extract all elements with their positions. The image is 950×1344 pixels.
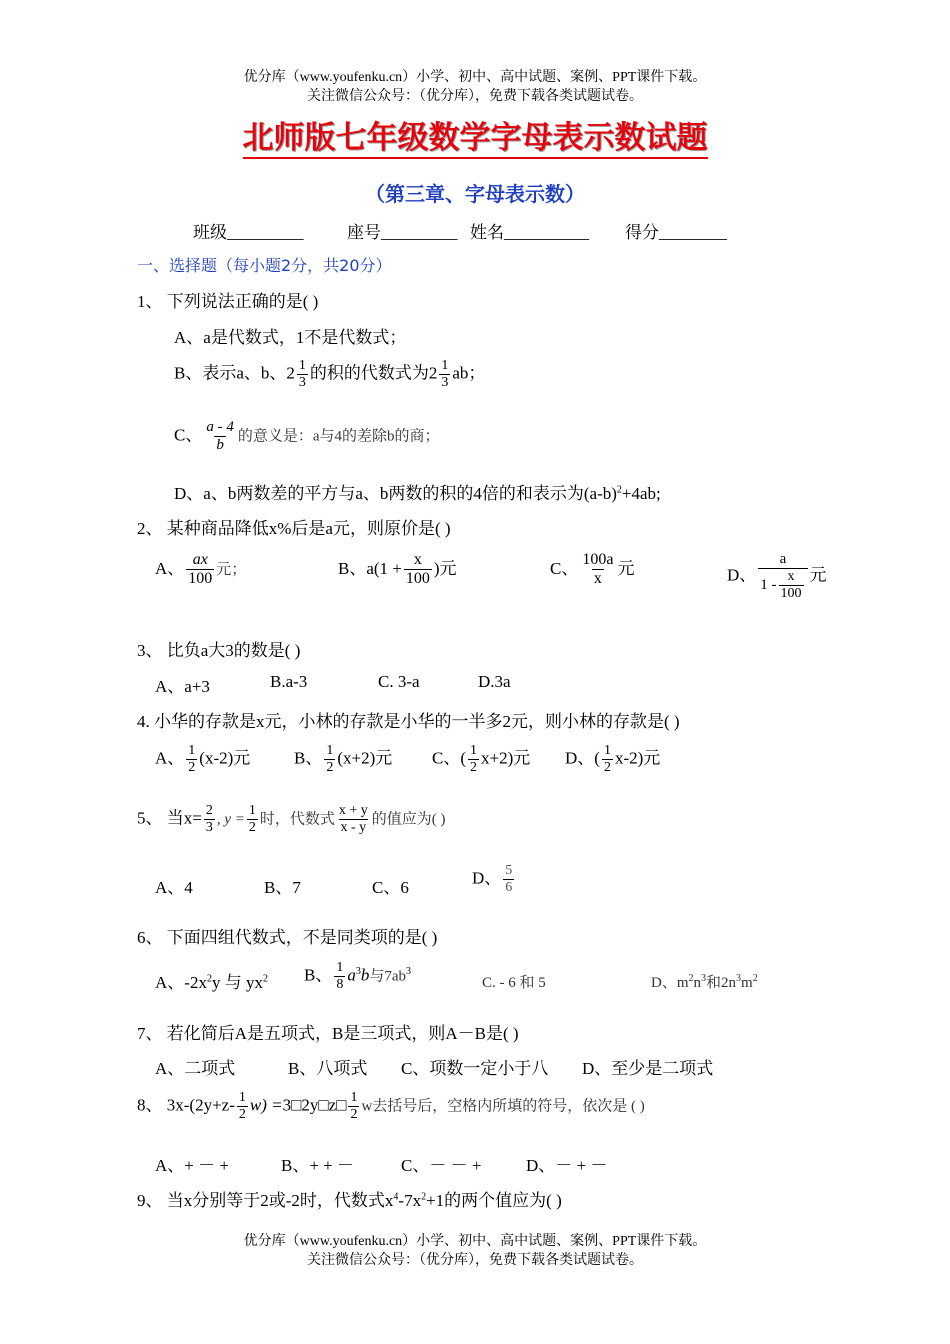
q2-a-frac [186, 551, 214, 589]
q5-expr-num: x + y [338, 803, 368, 818]
q4-option-c [432, 743, 530, 776]
q5-y-num: 1 [248, 803, 256, 818]
q1-b-frac1-num: 1 [298, 358, 306, 373]
q7-option-d: D、至少是二项式 [582, 1059, 714, 1078]
info-seat: 座号_________ [347, 223, 458, 242]
q3-stem: 3、 比负a大3的数是( ) [137, 641, 301, 660]
q2-c-pre: C、 [550, 558, 579, 578]
q4-a-pre: A、 [155, 748, 185, 768]
q6-d-m: m [741, 975, 753, 991]
q5-option-a: A、4 [155, 878, 193, 897]
q5-x-den: 3 [205, 820, 213, 836]
q1-b-pre: B、表示a、b、2 [174, 363, 295, 383]
q5-stem [137, 803, 446, 836]
q8-option-d: D、－ + － [526, 1156, 608, 1175]
q1-c-pre: C、 [174, 425, 203, 445]
q4-option-b [294, 743, 392, 776]
q3-option-d: D.3a [478, 672, 511, 691]
q2-stem: 2、 某种商品降低x%后是a元，则原价是( ) [137, 519, 451, 538]
footer-line-1: 优分库（www.youfenku.cn）小学、初中、高中试题、案例、PPT课件下载。 [243, 1234, 707, 1249]
q2-b-post: )元 [433, 558, 457, 578]
q3-option-b: B.a-3 [270, 672, 308, 691]
q9-stem [137, 1186, 562, 1211]
page-subtitle: （第三章、字母表示数） [365, 182, 585, 206]
q6-b-sup2: 3 [406, 965, 412, 977]
q2-b-pre: B、a(1 + [338, 558, 402, 578]
q1-option-b [174, 358, 485, 391]
q2-c-num: 100a [582, 551, 614, 568]
q1-c-num: a - 4 [206, 419, 234, 435]
q6-d-s2: 3 [701, 973, 707, 984]
q1-b-post: ab； [452, 363, 486, 383]
q4-a-den: 2 [188, 760, 196, 776]
q2-option-b [338, 551, 457, 589]
q2-d-den-pre: 1 - [760, 577, 777, 594]
q8-option-b: B、+ + － [281, 1156, 355, 1175]
q4-c-num: 1 [470, 743, 477, 758]
q2-d-inner-frac [779, 569, 804, 602]
q4-d-num: 1 [603, 743, 611, 758]
q1-c-frac [204, 419, 236, 455]
q6-d-n: n [693, 975, 702, 991]
q6-option-a [155, 968, 268, 993]
q6-option-d [651, 971, 758, 992]
q2-option-d [727, 551, 827, 602]
page-title-text: 北师版七年级数学字母表示数试题 [243, 120, 708, 159]
q7-option-b: B、八项式 [288, 1059, 368, 1078]
q4-option-a [155, 743, 250, 776]
q5-d-num: 5 [505, 863, 513, 878]
q4-b-frac [324, 743, 335, 776]
q6-a-mid: y 与 yx [211, 973, 263, 992]
q2-a-post: 元； [216, 561, 247, 578]
q5-post: 的值应为( ) [371, 811, 446, 828]
q4-d-den: 2 [603, 760, 611, 776]
q2-c-den: x [593, 570, 602, 588]
q6-b-den: 8 [336, 977, 344, 993]
q6-d-s3: 3 [736, 973, 742, 984]
q7-option-c: C、项数一定小于八 [401, 1059, 549, 1078]
footer-line-2: 关注微信公众号：（优分库），免费下载各类试题试卷。 [307, 1253, 643, 1268]
q4-d-frac [602, 743, 613, 776]
q6-b-a: a [347, 965, 356, 985]
q9-s1: 4 [393, 1191, 399, 1203]
q2-d-inner-num: x [787, 569, 795, 585]
q6-a-pre: A、-2x [155, 973, 207, 992]
q8-option-c: C、－ － + [401, 1156, 482, 1175]
q4-b-pre: B、 [294, 748, 323, 768]
q8-frac2 [348, 1090, 359, 1123]
q4-stem: 4. 小华的存款是x元，小林的存款是小华的一半多2元，则小林的存款是( ) [137, 712, 680, 731]
q1-b-frac1 [297, 358, 308, 391]
q4-d-post: x-2)元 [614, 748, 661, 768]
q8-post: w去括号后，空格内所填的符号，依次是 ( ) [361, 1098, 645, 1115]
q8-mid: 3□2y□z□ [282, 1095, 347, 1115]
q5-pre: 5、 当x= [137, 808, 202, 828]
header-line-1: 优分库（www.youfenku.cn）小学、初中、高中试题、案例、PPT课件下载。 [243, 70, 707, 85]
q5-option-d [472, 863, 516, 896]
q5-expr-den: x - y [340, 820, 367, 836]
q4-c-frac [468, 743, 479, 776]
q4-d-pre: D、( [565, 748, 600, 768]
q1-b-frac1-den: 3 [298, 375, 306, 391]
q1-b-frac2 [439, 358, 450, 391]
q4-b-den: 2 [326, 760, 334, 776]
q5-d-den: 6 [505, 880, 513, 896]
q2-d-pre: D、 [727, 565, 757, 585]
q6-d-s4: 2 [752, 973, 758, 984]
q1-b-mid: 的积的代数式为2 [309, 363, 438, 383]
q1-c-den: b [216, 437, 224, 454]
q6-option-b [304, 960, 411, 993]
q8-pre: 8、 3x-(2y+z- [137, 1095, 235, 1115]
q6-b-num: 1 [336, 960, 344, 975]
q5-option-b: B、7 [264, 878, 301, 897]
q5-mid: 时，代数式 [259, 811, 335, 828]
q8-option-a: A、+ － + [155, 1156, 229, 1175]
q8-stem [137, 1090, 645, 1123]
q6-d-s1: 2 [688, 973, 694, 984]
q8-w: w) = [249, 1095, 283, 1115]
q2-d-den [758, 568, 807, 602]
q6-a-sup1: 2 [206, 973, 212, 985]
q5-y-den: 2 [248, 820, 256, 836]
q5-d-frac [503, 863, 514, 896]
q4-c-pre: C、( [432, 748, 466, 768]
q4-a-num: 1 [188, 743, 196, 758]
q2-c-post: 元 [617, 558, 635, 578]
q5-x-frac [204, 803, 215, 836]
q5-d-pre: D、 [472, 868, 502, 888]
q2-b-den: 100 [405, 570, 430, 588]
info-class: 班级_________ [193, 223, 304, 242]
q2-b-num: x [413, 551, 422, 568]
q6-b-frac [334, 960, 345, 993]
q4-b-post: (x+2)元 [337, 748, 393, 768]
q6-b-sup1: 3 [355, 965, 361, 977]
q2-d-inner-den: 100 [780, 586, 802, 602]
q6-d-mid: 和2n [706, 975, 737, 991]
q8-frac1-num: 1 [238, 1090, 246, 1105]
q5-y-pre: , y = [216, 811, 245, 828]
q2-d-post: 元 [809, 565, 827, 585]
q2-option-a [155, 551, 246, 589]
q5-y-frac [247, 803, 258, 836]
q1-d-post: +4ab; [621, 484, 661, 503]
q2-option-c [550, 551, 634, 589]
q6-b-mid: 与7ab [369, 968, 407, 985]
q4-c-post: x+2)元 [481, 748, 531, 768]
q2-d-num: a [779, 551, 787, 567]
q9-pre: 9、 当x分别等于2或-2时，代数式x [137, 1191, 394, 1210]
q4-b-num: 1 [326, 743, 334, 758]
q2-d-frac [758, 551, 807, 602]
info-score: 得分________ [625, 223, 727, 242]
q1-b-frac2-den: 3 [441, 375, 449, 391]
q3-option-a: A、a+3 [155, 677, 210, 696]
q1-stem: 1、 下列说法正确的是( ) [137, 292, 319, 311]
q8-frac1-den: 2 [238, 1107, 246, 1123]
q7-stem: 7、 若化简后A是五项式，B是三项式，则A－B是( ) [137, 1024, 519, 1043]
q2-b-frac [404, 551, 432, 589]
page-title [0, 112, 950, 157]
q7-option-a: A、二项式 [155, 1059, 236, 1078]
q1-d-sup: 2 [616, 484, 622, 496]
q6-b-pre: B、 [304, 965, 333, 985]
q2-a-pre: A、 [155, 558, 185, 578]
q4-c-den: 2 [470, 760, 477, 776]
q1-b-frac2-num: 1 [441, 358, 449, 373]
q4-a-post: (x-2)元 [199, 748, 251, 768]
q1-d-text: D、a、b两数差的平方与a、b两数的积的4倍的和表示为(a-b) [174, 484, 617, 503]
q8-frac2-num: 1 [350, 1090, 358, 1105]
q6-a-sup2: 2 [262, 973, 268, 985]
section-heading: 一、选择题（每小题2分，共20分） [137, 256, 392, 275]
q5-x-num: 2 [205, 803, 213, 818]
q2-a-num: ax [192, 551, 208, 568]
q9-post: +1的两个值应为( ) [426, 1191, 562, 1210]
q5-option-c: C、6 [372, 878, 409, 897]
q1-c-post: 的意义是：a与4的差除b的商； [237, 428, 440, 445]
q3-option-c: C. 3-a [378, 672, 420, 691]
q9-mid: -7x [398, 1191, 422, 1210]
q2-a-den: 100 [188, 570, 213, 588]
q5-expr-frac [337, 803, 370, 836]
q8-frac2-den: 2 [350, 1107, 358, 1123]
q1-option-d [174, 479, 661, 504]
q9-s2: 2 [421, 1191, 427, 1203]
q6-option-c: C. - 6 和 5 [482, 975, 546, 991]
q8-frac1 [237, 1090, 248, 1123]
q1-option-a: A、a是代数式，1不是代数式； [174, 328, 407, 347]
header-line-2: 关注微信公众号：（优分库），免费下载各类试题试卷。 [307, 89, 643, 104]
q6-d-pre: D、m [651, 975, 689, 991]
q2-c-frac [580, 551, 615, 589]
info-name: 姓名__________ [470, 223, 589, 242]
q6-stem: 6、 下面四组代数式，不是同类项的是( ) [137, 928, 438, 947]
q4-a-frac [186, 743, 197, 776]
q6-b-b: b [360, 965, 370, 985]
q4-option-d [565, 743, 660, 776]
q1-option-c [174, 419, 440, 455]
